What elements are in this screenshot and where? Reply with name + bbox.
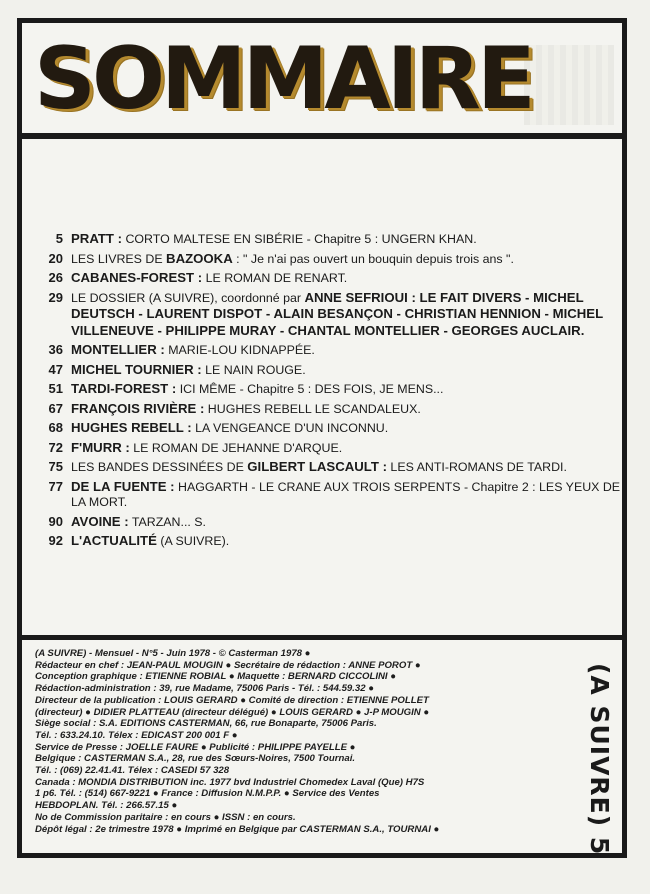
toc-entry [34, 290, 624, 340]
credit-line: No de Commission paritaire : en cours ● ISSN : en cours. [35, 811, 296, 823]
credit-line: (directeur) ● DIDIER PLATTEAU (directeur délégué) ● LOUIS GERARD ● J-P MOUGIN ● [35, 706, 430, 718]
credit-line: Directeur de la publication : LOUIS GERARD ● Comité de direction : ETIENNE POLLET [35, 694, 429, 706]
toc-entry [34, 479, 624, 511]
table-of-contents [34, 231, 624, 553]
toc-entry [34, 401, 624, 418]
toc-entry-text: MONTELLIER : MARIE-LOU KIDNAPPÉE. [71, 342, 315, 357]
divider [22, 635, 622, 640]
credit-line: Rédacteur en chef : JEAN-PAUL MOUGIN ● Secrétaire de rédaction : ANNE POROT ● [35, 659, 421, 671]
toc-entry-text: LES BANDES DESSINÉES DE GILBERT LASCAULT : LES ANTI-ROMANS DE TARDI. [71, 459, 567, 474]
credit-line: Tél. : (069) 22.41.41. Télex : CASEDI 57 328 [35, 765, 230, 777]
toc-entry [34, 251, 624, 268]
toc-entry [34, 420, 624, 437]
toc-page-number: 72 [48, 439, 63, 455]
credit-line: Rédaction-administration : 39, rue Madame, 75006 Paris - Tél. : 544.59.32 ● [35, 683, 375, 695]
toc-entry-text: HUGHES REBELL : LA VENGEANCE D'UN INCONNU. [71, 420, 389, 435]
toc-entry-text: FRANÇOIS RIVIÈRE : HUGHES REBELL LE SCANDALEUX. [71, 400, 421, 416]
toc-entry-text: CABANES-FOREST : LE ROMAN DE RENART. [71, 270, 348, 285]
toc-page-number: 92 [48, 533, 63, 548]
toc-entry [34, 533, 624, 550]
toc-entry-text: MICHEL TOURNIER : LE NAIN ROUGE. [71, 361, 306, 377]
credit-line: Belgique : CASTERMAN S.A., 28, rue des Sœurs-Noires, 7500 Tournai. [35, 753, 356, 765]
toc-page-number: 29 [48, 289, 63, 305]
credit-line: 1 p6. Tél. : (514) 667-9221 ● France : Diffusion N.M.P.P. ● Service des Ventes [35, 788, 380, 800]
toc-entry-text: L'ACTUALITÉ (A SUIVRE). [71, 533, 230, 548]
toc-page-number: 36 [48, 342, 63, 357]
background-print-through [524, 45, 614, 125]
toc-entry [34, 514, 624, 531]
toc-page-number: 26 [48, 270, 63, 285]
toc-entry-text: DE LA FUENTE : HAGGARTH - LE CRANE AUX TROIS SERPENTS - Chapitre 2 : LES YEUX DE LA MORT. [71, 478, 621, 509]
credit-line: Conception graphique : ETIENNE ROBIAL ● Maquette : BERNARD CICCOLINI ● [35, 671, 397, 683]
toc-entry [34, 459, 624, 476]
toc-entry-text: AVOINE : TARZAN... S. [71, 513, 206, 529]
credit-line: Siège social : S.A. EDITIONS CASTERMAN, 66, rue Bonaparte, 75006 Paris. [35, 718, 377, 730]
toc-entry-text: LES LIVRES DE BAZOOKA : " Je n'ai pas ouvert un bouquin depuis trois ans ". [71, 250, 514, 266]
credit-line: Dépôt légal : 2e trimestre 1978 ● Imprimé en Belgique par CASTERMAN S.A., TOURNAI ● [35, 823, 440, 835]
credit-line: HEBDOPLAN. Tél. : 266.57.15 ● [35, 800, 178, 812]
toc-page-number: 47 [48, 361, 63, 377]
toc-page-number: 5 [55, 231, 63, 246]
toc-entry-text: F'MURR : LE ROMAN DE JEHANNE D'ARQUE. [71, 439, 343, 455]
toc-entry [34, 362, 624, 379]
credit-line: (A SUIVRE) - Mensuel - N°5 - Juin 1978 - © Casterman 1978 ● [35, 648, 311, 659]
toc-page-number: 20 [48, 250, 63, 266]
credit-line: Canada : MONDIA DISTRIBUTION inc. 1977 bvd Industriel Chomedex Laval (Que) H7S [35, 776, 425, 788]
toc-page-number: 67 [48, 400, 63, 416]
toc-page-number: 75 [48, 459, 63, 474]
toc-page-number: 68 [48, 420, 63, 435]
masthead [22, 23, 622, 139]
toc-entry-text: PRATT : CORTO MALTESE EN SIBÉRIE - Chapitre 5 : UNGERN KHAN. [71, 231, 477, 246]
credit-line: Tél. : 633.24.10. Télex : EDICAST 200 001 F ● [35, 729, 238, 741]
toc-page-number: 90 [48, 513, 63, 529]
toc-entry [34, 381, 624, 398]
page-title: SOMMAIRE [34, 29, 532, 129]
credit-line: Service de Presse : JOELLE FAURE ● Publicité : PHILIPPE PAYELLE ● [35, 741, 356, 753]
publication-credits [35, 648, 565, 835]
toc-entry [34, 231, 624, 248]
toc-entry [34, 270, 624, 287]
magazine-spine-title: (A SUIVRE) 5 [585, 663, 614, 856]
page-frame [17, 18, 627, 858]
toc-entry [34, 440, 624, 457]
toc-page-number: 51 [48, 381, 63, 396]
toc-entry-text: LE DOSSIER (A SUIVRE), coordonné par ANNE SEFRIOUI : LE FAIT DIVERS - MICHEL DEUTSCH - LAURENT DISPOT - ALAIN BESANÇON - CHRISTIAN HENNION - MICHEL VILLENEUVE - PHILIPPE MURAY - CHANTAL MONTELLIER - GEORGES AUCLAIR. [71, 289, 603, 338]
toc-entry-text: TARDI-FOREST : ICI MÊME - Chapitre 5 : DES FOIS, JE MENS... [71, 381, 444, 396]
toc-entry [34, 342, 624, 359]
toc-page-number: 77 [48, 478, 63, 494]
